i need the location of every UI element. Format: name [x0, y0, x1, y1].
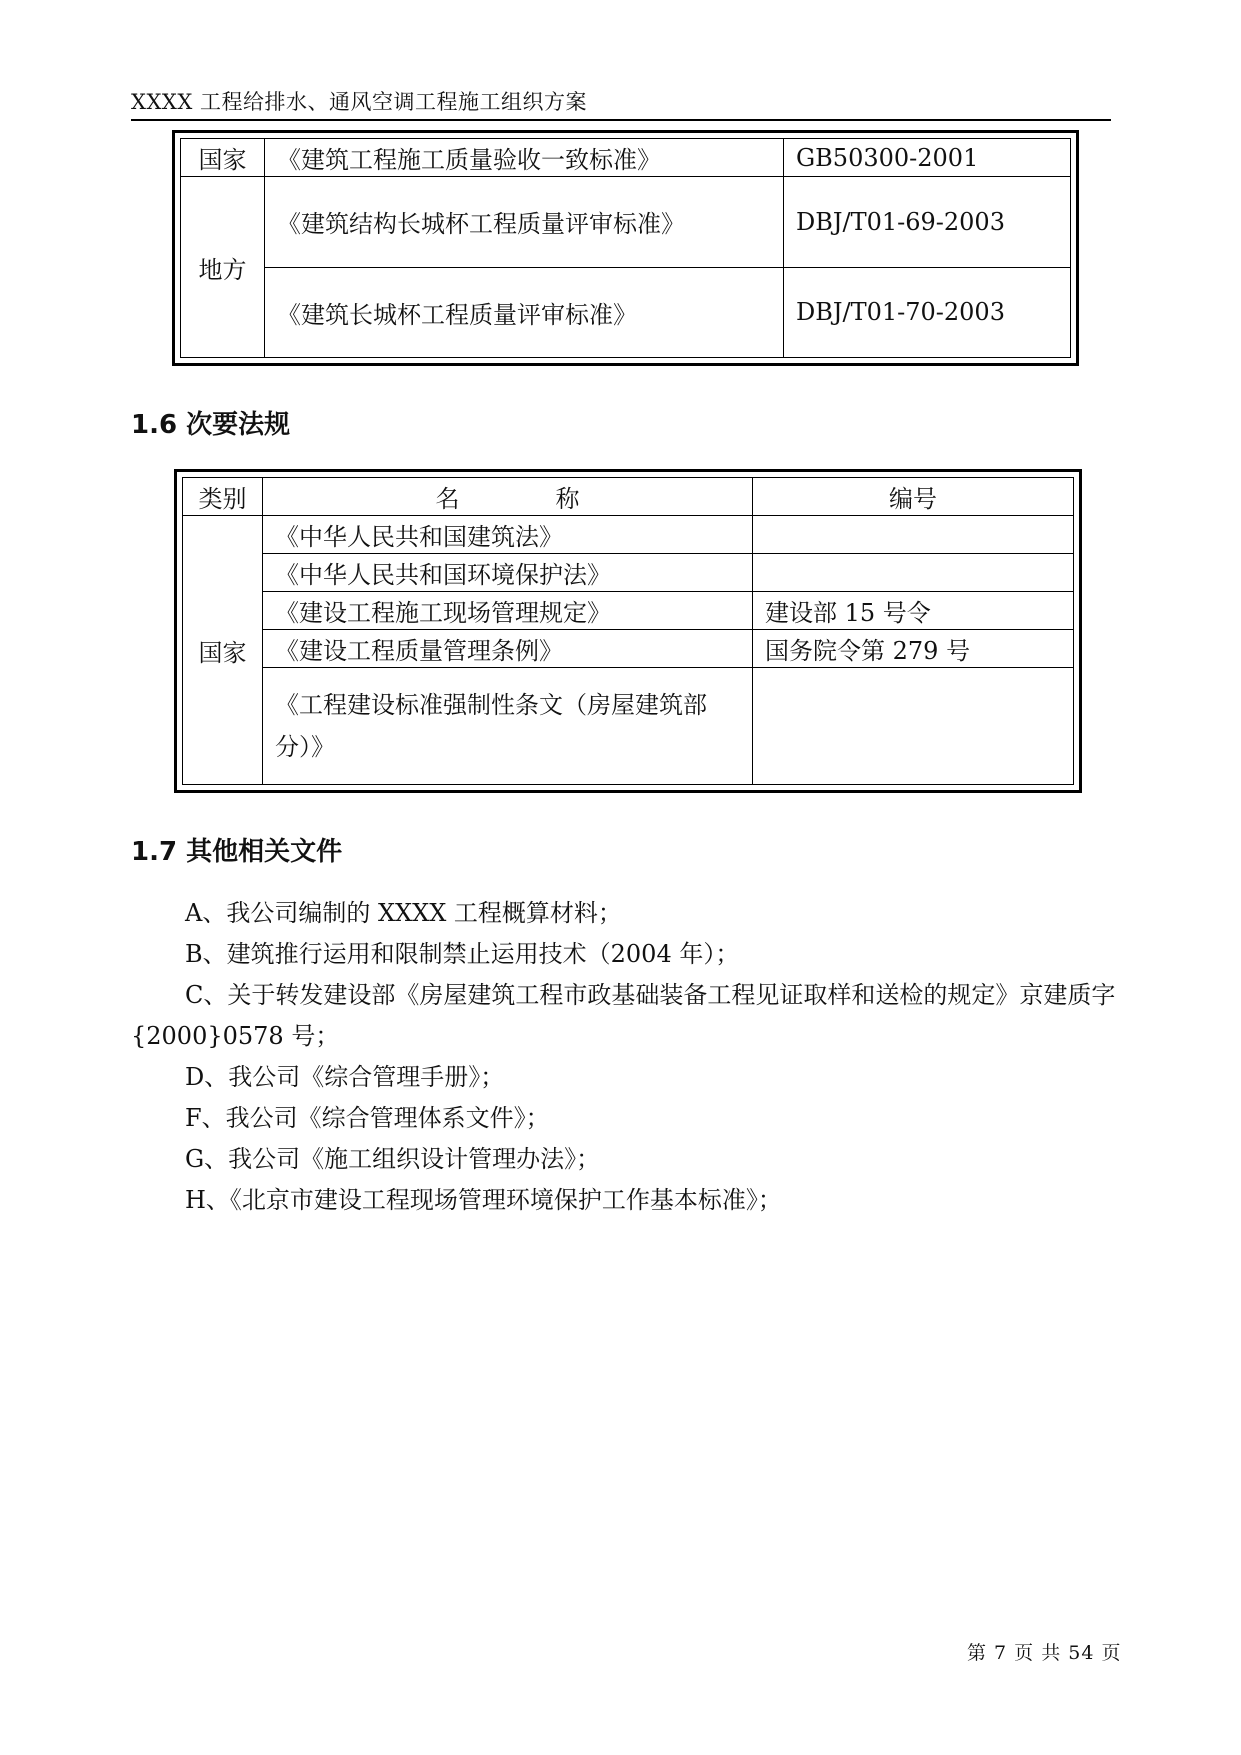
- table-row: [181, 267, 1071, 358]
- header-divider: [131, 119, 1111, 121]
- standard-code-cell: DBJ/T01-69-2003: [784, 177, 1071, 268]
- table-row: [181, 177, 1071, 268]
- regulation-name-cell: 《中华人民共和国环境保护法》: [263, 554, 753, 592]
- table-row: [183, 630, 1074, 668]
- regulation-name-cell: 《建设工程施工现场管理规定》: [263, 592, 753, 630]
- list-item: A、我公司编制的 XXXX 工程概算材料；: [185, 899, 622, 927]
- table-row: [183, 516, 1074, 554]
- standard-code-cell: DBJ/T01-70-2003: [784, 267, 1071, 358]
- list-item: C、关于转发建设部《房屋建筑工程市政基础装备工程见证取样和送检的规定》京建质字{2000}0578 号；: [131, 981, 1116, 1050]
- regulation-code-cell: 建设部 15 号令: [753, 592, 1074, 630]
- regulation-code-cell: [753, 516, 1074, 554]
- standard-code-cell: GB50300-2001: [784, 139, 1071, 177]
- category-cell: 地方: [181, 177, 265, 358]
- list-item: F、我公司《综合管理体系文件》；: [185, 1104, 550, 1132]
- list-item: H、《北京市建设工程现场管理环境保护工作基本标准》；: [185, 1186, 782, 1214]
- standard-name-cell: 《建筑结构长城杯工程质量评审标准》: [265, 177, 784, 268]
- standard-name-cell: 《建筑工程施工质量验收一致标准》: [265, 139, 784, 177]
- section-heading: 1.7 其他相关文件: [131, 837, 343, 867]
- table-header-row: [183, 478, 1074, 516]
- header-code: 编号: [753, 478, 1074, 516]
- regulations-table: [174, 469, 1082, 793]
- header-name: 名 称: [263, 478, 753, 516]
- table-row: [183, 668, 1074, 785]
- category-cell: 国家: [183, 516, 263, 785]
- related-documents-list: [131, 893, 1121, 1221]
- table-row: [181, 139, 1071, 177]
- regulation-code-cell: [753, 668, 1074, 785]
- regulation-name-cell: 《建设工程质量管理条例》: [263, 630, 753, 668]
- list-item: B、建筑推行运用和限制禁止运用技术（2004 年）；: [185, 940, 740, 968]
- header-category: 类别: [183, 478, 263, 516]
- category-cell: 国家: [181, 139, 265, 177]
- regulation-name-cell: 《中华人民共和国建筑法》: [263, 516, 753, 554]
- page-number: 第 7 页 共 54 页: [967, 1642, 1122, 1664]
- standard-name-cell: 《建筑长城杯工程质量评审标准》: [265, 267, 784, 358]
- table-row: [183, 554, 1074, 592]
- regulation-name-cell: 《工程建设标准强制性条文（房屋建筑部分）》: [263, 668, 753, 785]
- regulation-code-cell: 国务院令第 279 号: [753, 630, 1074, 668]
- section-heading: 1.6 次要法规: [131, 410, 291, 440]
- page-header-title: XXXX 工程给排水、通风空调工程施工组织方案: [131, 90, 587, 114]
- standards-table: [172, 130, 1079, 366]
- regulation-code-cell: [753, 554, 1074, 592]
- table-row: [183, 592, 1074, 630]
- list-item: D、我公司《综合管理手册》；: [185, 1063, 505, 1091]
- list-item: G、我公司《施工组织设计管理办法》；: [185, 1145, 601, 1173]
